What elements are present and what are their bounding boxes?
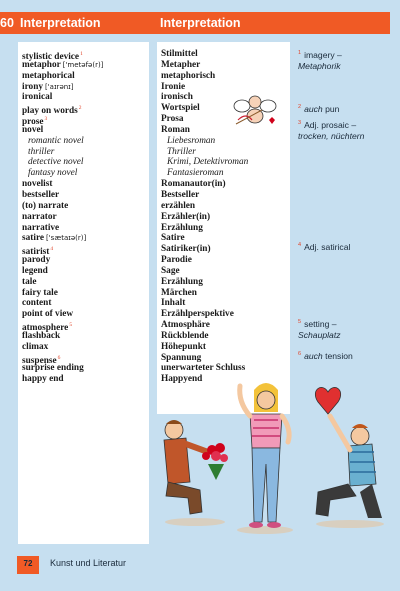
english-term <box>22 266 103 277</box>
german-term: Rückblende <box>161 330 209 341</box>
english-term <box>22 363 103 374</box>
english-term-text: (to) narrate <box>22 200 69 211</box>
german-term: Parodie <box>161 255 192 266</box>
german-term: Atmosphäre <box>161 320 210 331</box>
english-term-text: ironical <box>22 92 53 103</box>
header-title-german: Interpretation <box>160 16 241 30</box>
german-term: Spannung <box>161 352 202 363</box>
note-2: $^2$ auch pun <box>298 104 340 114</box>
footnote-marker: 2 <box>78 105 82 112</box>
english-term <box>22 320 103 334</box>
header-title-english: Interpretation <box>20 16 101 30</box>
english-term-text: play on words <box>22 106 78 117</box>
note-1: $^1$ imagery – Metaphorik <box>298 50 342 71</box>
german-term: Krimi, Detektivroman <box>167 157 249 168</box>
english-term-text: happy end <box>22 374 64 385</box>
english-term-text: bestseller <box>22 189 60 200</box>
german-term: Sage <box>161 265 180 276</box>
english-term-text: satirist <box>22 247 50 258</box>
german-term: Märchen <box>161 287 197 298</box>
english-term <box>22 190 103 201</box>
note-4: $^4$ Adj. satirical <box>298 242 351 252</box>
english-term <box>22 168 103 179</box>
english-term-text: narrator <box>22 211 57 222</box>
english-term <box>22 233 103 244</box>
english-term-list <box>22 49 103 385</box>
german-term: Liebesroman <box>167 135 216 146</box>
english-term-text: metaphorical <box>22 70 75 81</box>
english-term-text: stylistic device <box>22 52 80 62</box>
english-term <box>22 288 103 299</box>
footnote-marker: 6 <box>57 354 61 361</box>
english-term-text: fantasy novel <box>28 168 78 179</box>
english-term-text: fairy tale <box>22 287 58 298</box>
english-term-text: atmosphere <box>22 323 69 334</box>
english-term <box>22 136 103 147</box>
german-term: Metapher <box>161 59 201 70</box>
header-band <box>0 12 390 34</box>
header-page-number: 60 <box>0 16 14 30</box>
german-term: ironisch <box>161 92 193 103</box>
english-term <box>22 212 103 223</box>
man-with-heart-icon <box>315 387 382 518</box>
german-term: Thriller <box>167 146 196 157</box>
english-term-text: point of view <box>22 309 74 320</box>
english-term-text: novel <box>22 124 44 135</box>
english-term <box>22 374 103 385</box>
german-term: Erzählung <box>161 222 203 233</box>
english-term <box>22 71 103 82</box>
german-term: Stilmittel <box>161 49 198 59</box>
german-term: Romanautor(in) <box>161 179 226 190</box>
note-3: $^3$ Adj. prosaic – trocken, nüchtern <box>298 120 365 141</box>
english-term-text: legend <box>22 265 48 276</box>
english-term-text: flashback <box>22 330 61 341</box>
german-term: Inhalt <box>161 298 186 309</box>
footnote-marker: 4 <box>50 246 54 253</box>
footer-page-number: 72 <box>23 559 33 568</box>
footnote-marker: 3 <box>44 116 48 123</box>
cupid-icon <box>232 90 278 130</box>
pronunciation: ['sætaɪə(r)] <box>46 234 87 243</box>
footer-page-badge <box>17 556 39 574</box>
man-with-flowers-icon <box>164 420 228 514</box>
german-term: Happyend <box>161 374 203 385</box>
english-term <box>22 342 103 353</box>
english-term <box>22 60 103 71</box>
english-term-text: narrative <box>22 222 60 233</box>
german-term: Erzählung <box>161 276 203 287</box>
english-term-text: suspense <box>22 355 57 366</box>
english-term <box>22 49 103 60</box>
english-term <box>22 223 103 234</box>
english-term <box>22 201 103 212</box>
english-term-text: romantic novel <box>28 135 84 146</box>
note-5: $^5$ setting – Schauplatz <box>298 319 341 340</box>
german-term: unerwarteter Schluss <box>161 363 246 374</box>
pronunciation: ['metəfə(r)] <box>62 60 104 69</box>
english-term-text: satire <box>22 233 45 244</box>
english-term-text: irony <box>22 81 44 92</box>
german-term: Höhepunkt <box>161 341 206 352</box>
german-term: Satire <box>161 233 185 244</box>
english-term-text: tale <box>22 276 37 287</box>
german-term: Roman <box>161 124 190 135</box>
pronunciation: ['aɪrənɪ] <box>45 82 74 91</box>
english-term <box>22 244 103 258</box>
english-term <box>22 103 103 117</box>
english-term-text: parody <box>22 255 51 266</box>
english-term <box>22 353 103 364</box>
english-term-text: climax <box>22 341 49 352</box>
english-term-text: prose <box>22 117 44 128</box>
english-column <box>18 42 149 544</box>
english-term <box>22 92 103 103</box>
english-term <box>22 309 103 320</box>
german-term: Ironie <box>161 81 186 92</box>
english-term <box>22 277 103 288</box>
english-term <box>22 147 103 158</box>
german-term: Wortspiel <box>161 103 200 114</box>
german-term: erzählen <box>161 200 196 211</box>
note-6: $^6$ auch tension <box>298 351 353 361</box>
english-term-text: surprise ending <box>22 363 84 374</box>
english-term <box>22 255 103 266</box>
english-term <box>22 157 103 168</box>
lovers-illustration <box>150 372 400 544</box>
english-term-text: metaphor <box>22 59 61 70</box>
german-term: Erzähler(in) <box>161 211 211 222</box>
footnote-marker: 1 <box>80 51 83 57</box>
footer-section-title: Kunst und Literatur <box>50 558 127 568</box>
german-term: Satiriker(in) <box>161 244 211 255</box>
footnote-marker: 5 <box>69 322 73 329</box>
english-term-text: detective novel <box>28 157 84 168</box>
german-term: Bestseller <box>161 189 200 200</box>
german-term: metaphorisch <box>161 70 216 81</box>
german-term: Erzählperspektive <box>161 309 234 320</box>
english-term <box>22 298 103 309</box>
german-term: Prosa <box>161 114 184 125</box>
woman-icon <box>240 383 289 528</box>
german-term: Fantasieroman <box>167 168 224 179</box>
english-term <box>22 179 103 190</box>
english-term-text: thriller <box>28 146 55 157</box>
english-term <box>22 82 103 93</box>
english-term <box>22 125 103 136</box>
english-term-text: novelist <box>22 179 53 190</box>
english-term-text: content <box>22 298 52 309</box>
